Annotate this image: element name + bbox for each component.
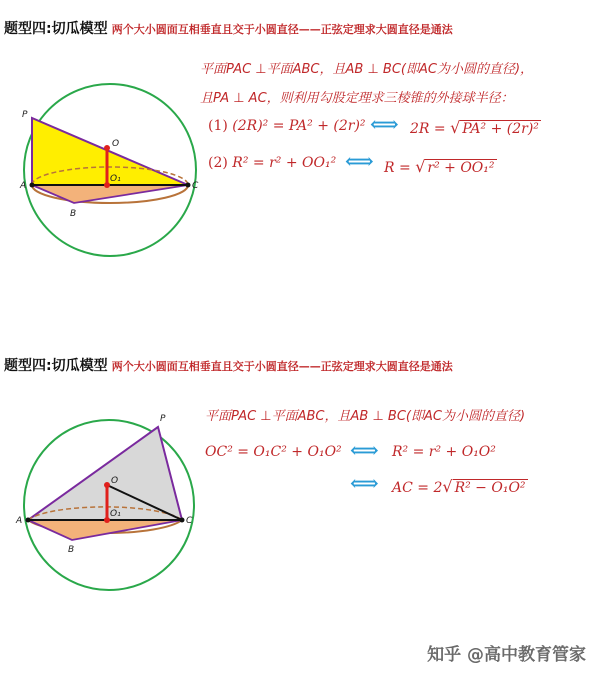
top-condition-2: 且PA ⊥ AC，则利用勾股定理求三棱锥的外接球半径： [200, 91, 514, 106]
bottom-heading-title: 题型四:切瓜模型 [4, 358, 108, 374]
bottom-heading-subtitle: 两个大小圆面互相垂直且交于小圆直径——正弦定理求大圆直径是通法 [111, 360, 453, 373]
top-point-c [186, 183, 191, 188]
top-label-o: O [112, 139, 120, 149]
bottom-label-b: B [68, 545, 75, 555]
bottom-label-a: A [16, 516, 23, 526]
bottom-label-c: C [186, 516, 193, 526]
top-label-o1: O₁ [110, 174, 121, 184]
bottom-vertical-triangle [28, 427, 182, 520]
top-equation-2-left [208, 155, 336, 171]
bottom-label-p: P [160, 414, 166, 424]
top-label-a: A [20, 181, 27, 191]
top-equation-2-label: (2) [208, 155, 228, 171]
top-label-b: B [70, 209, 77, 219]
bottom-equation-2-radicand: R² − O₁O² [454, 480, 526, 496]
top-equation-1-left [208, 118, 366, 134]
bottom-label-o: O [111, 476, 119, 486]
top-equation-1-right [410, 118, 541, 137]
bottom-point-o [104, 482, 110, 488]
top-condition-1: 平面PAC ⊥平面ABC，且AB ⊥ BC(即AC为小圆的直径)， [200, 62, 534, 77]
bottom-equation-2-right-prefix: AC = 2 [392, 480, 443, 496]
bottom-label-o1: O₁ [110, 509, 121, 519]
top-figure [10, 60, 210, 260]
top-point-o [104, 145, 110, 151]
top-equation-1-radical: √ [450, 118, 461, 137]
top-equation-2-right [384, 157, 497, 176]
bottom-point-a [26, 518, 31, 523]
bottom-figure [10, 405, 210, 605]
top-equation-1-expr: (2R)² = PA² + (2r)² [232, 118, 366, 134]
bottom-condition-1: 平面PAC ⊥平面ABC，且AB ⊥ BC(即AC为小圆的直径) [205, 409, 526, 424]
bottom-equation-2-radical: √ [442, 477, 453, 496]
top-label-c: C [192, 181, 199, 191]
bottom-equation-1-left: OC² = O₁C² + O₁O² [205, 444, 342, 460]
bottom-heading [4, 355, 453, 375]
top-label-p: P [22, 110, 28, 120]
top-equation-2-radical: √ [415, 157, 426, 176]
top-equation-2-right-prefix: R = [384, 160, 411, 176]
top-equation-2-radicand: r² + OO₁² [427, 160, 495, 176]
top-heading-subtitle: 两个大小圆面互相垂直且交于小圆直径——正弦定理求大圆直径是通法 [111, 23, 453, 36]
bottom-equation-2-right [392, 477, 528, 496]
top-point-a [30, 183, 35, 188]
top-equation-1-right-prefix: 2R = [410, 121, 446, 137]
top-equation-1-arrow: ⟺ [370, 112, 399, 136]
top-heading [4, 18, 453, 38]
top-heading-title: 题型四:切瓜模型 [4, 21, 108, 37]
top-equation-1-label: (1) [208, 118, 228, 134]
bottom-point-c [180, 518, 185, 523]
bottom-equation-1-arrow: ⟺ [350, 438, 379, 462]
bottom-base-triangle [28, 520, 182, 540]
top-equation-1-radicand: PA² + (2r)² [462, 121, 539, 137]
bottom-equation-1-right: R² = r² + O₁O² [392, 444, 496, 460]
watermark: 知乎 @高中教育管家 [427, 645, 586, 665]
top-equation-2-arrow: ⟺ [345, 149, 374, 173]
top-equation-2-expr: R² = r² + OO₁² [232, 155, 337, 171]
bottom-equation-2-arrow: ⟺ [350, 471, 379, 495]
top-base-triangle [32, 185, 188, 203]
